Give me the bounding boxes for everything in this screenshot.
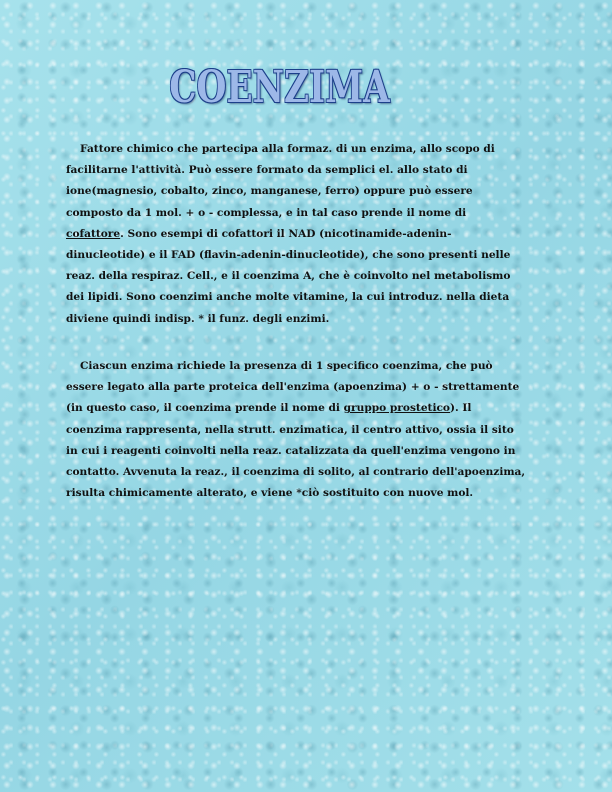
cofattore-term: cofattore xyxy=(66,227,121,240)
paragraph-definition xyxy=(66,139,526,330)
paragraph-coenzyme-role xyxy=(66,356,526,504)
paragraph-text: Ciascun enzima richiede la presenza di 1 specifico coenzima, che può essere legato alla parte proteica dell'enzima (apoenzima) + o - strettamente (in questo caso, il coenzima prende il nome di xyxy=(66,360,520,415)
paragraph-text: . Sono esempi di cofattori il NAD (nicotinamide-adenin-dinucleotide) e il FAD (flavin-adenin-dinucleotide), che sono presenti nelle reaz. della respiraz. Cell., e il coenzima A, che è coinvolto nel metabolismo dei lipidi. Sono coenzimi anche molte vitamine, la cui introduz. nella dieta diviene quindi indisp. * il funz. degli enzimi. xyxy=(66,227,511,325)
paragraph-text: Fattore chimico che partecipa alla formaz. di un enzima, allo scopo di facilitarne l'attività. Può essere formato da semplici el. allo stato di ione(magnesio, cobalto, zinco, manganese, ferro) oppure può essere composto da 1 mol. + o - complessa, e in tal caso prende il nome di xyxy=(66,143,495,219)
gruppo-prostetico-term: gruppo prostetico xyxy=(343,402,450,415)
page-title: COENZIMA xyxy=(169,62,390,113)
paragraph-text: ). Il coenzima rappresenta, nella strutt. enzimatica, il centro attivo, ossia il sito in cui i reagenti coinvolti nella reaz. catalizzata da quell'enzima vengono in contatto. Avvenuta la reaz., il coenzima di solito, al contrario dell'apoenzima, risulta chimicamente alterato, e viene *ciò sostituito con nuove mol. xyxy=(66,402,526,500)
